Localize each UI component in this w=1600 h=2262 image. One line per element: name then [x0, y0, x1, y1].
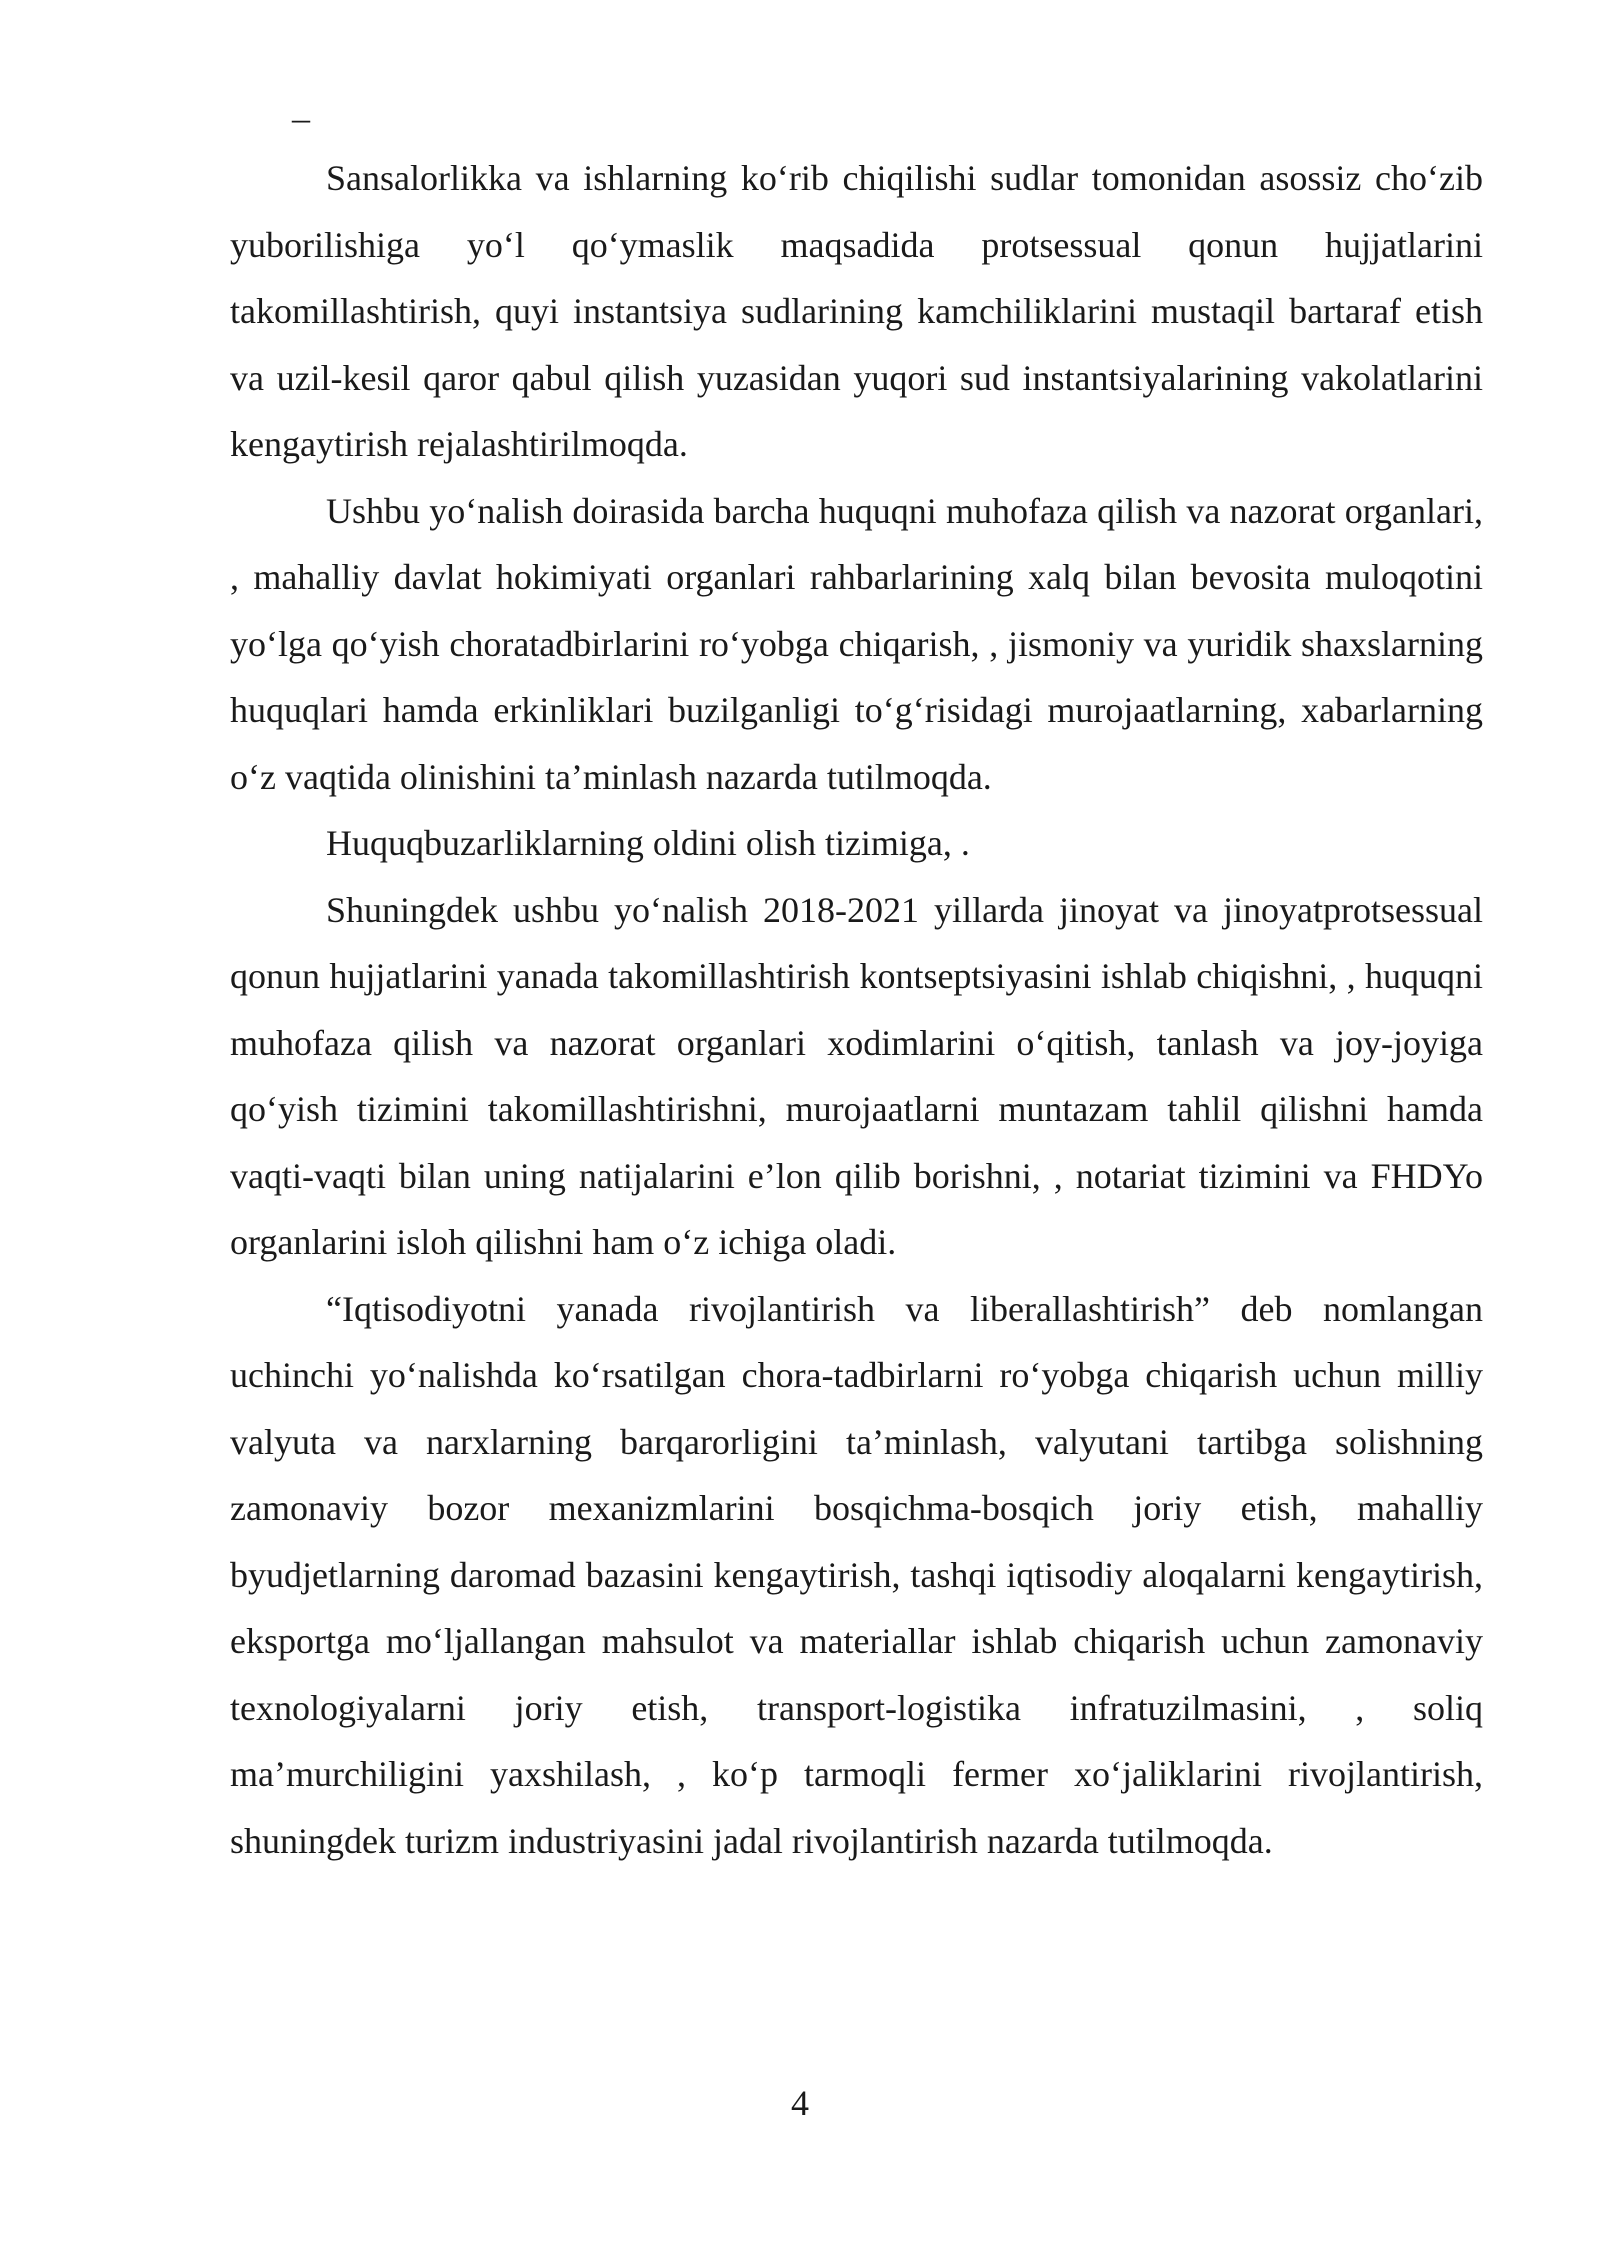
- leading-dash-mark: –: [292, 98, 310, 138]
- paragraph-1: Sansalorlikka va ishlarning ko‘rib chiqilishi sudlar tomonidan asossiz cho‘zib yuborilishiga yo‘l qo‘ymaslik maqsadida protsessual qonun hujjatlarini takomillashtirish, quyi instantsiya sudlarining kamchiliklarini mustaqil bartaraf etish va uzil-kesil qaror qabul qilish yuzasidan yuqori sud instantsiyalarining vakolatlarini kengaytirish rejalashtirilmoqda.: [230, 158, 1483, 464]
- paragraph-5: “Iqtisodiyotni yanada rivojlantirish va liberallashtirish” deb nomlangan uchinchi yo‘nalishda ko‘rsatilgan chora-tadbirlarni ro‘yobga chiqarish uchun milliy valyuta va narxlarning barqarorligini ta’minlash, valyutani tartibga solishning zamonaviy bozor mexanizmlarini bosqichma-bosqich joriy etish, mahalliy byudjetlarning daromad bazasini kengaytirish, tashqi iqtisodiy aloqalarni kengaytirish, eksportga mo‘ljallangan mahsulot va materiallar ishlab chiqarish uchun zamonaviy texnologiyalarni joriy etish, transport-logistika infratuzilmasini, , soliq ma’murchiligini yaxshilash, , ko‘p tarmoqli fermer xo‘jaliklarini rivojlantirish, shuningdek turizm industriyasini jadal rivojlantirish nazarda tutilmoqda.: [230, 1288, 1483, 1861]
- paragraph-4: Shuningdek ushbu yo‘nalish 2018-2021 yillarda jinoyat va jinoyatprotsessual qonun hujjatlarini yanada takomillashtirish kontseptsiyasini ishlab chiqishni, , huquqni muhofaza qilish va nazorat organlari xodimlarini o‘qitish, tanlash va joy-joyiga qo‘yish tizimini takomillashtirishni, murojaatlarni muntazam tahlil qilishni hamda vaqti-vaqti bilan uning natijalarini e’lon qilib borishni, , notariat tizimini va FHDYo organlarini isloh qilishni ham o‘z ichiga oladi.: [230, 889, 1483, 1262]
- body-text: [230, 145, 1483, 1874]
- paragraph-3: Huquqbuzarliklarning oldini olish tizimiga, .: [326, 823, 970, 863]
- page-number: 4: [791, 2083, 809, 2123]
- paragraph-2: Ushbu yo‘nalish doirasida barcha huquqni muhofaza qilish va nazorat organlari, , mahalliy davlat hokimiyati organlari rahbarlarining xalq bilan bevosita muloqotini yo‘lga qo‘yish choratadbirlarini ro‘yobga chiqarish, , jismoniy va yuridik shaxslarning huquqlari hamda erkinliklari buzilganligi to‘g‘risidagi murojaatlarning, xabarlarning o‘z vaqtida olinishini ta’minlash nazarda tutilmoqda.: [230, 490, 1483, 797]
